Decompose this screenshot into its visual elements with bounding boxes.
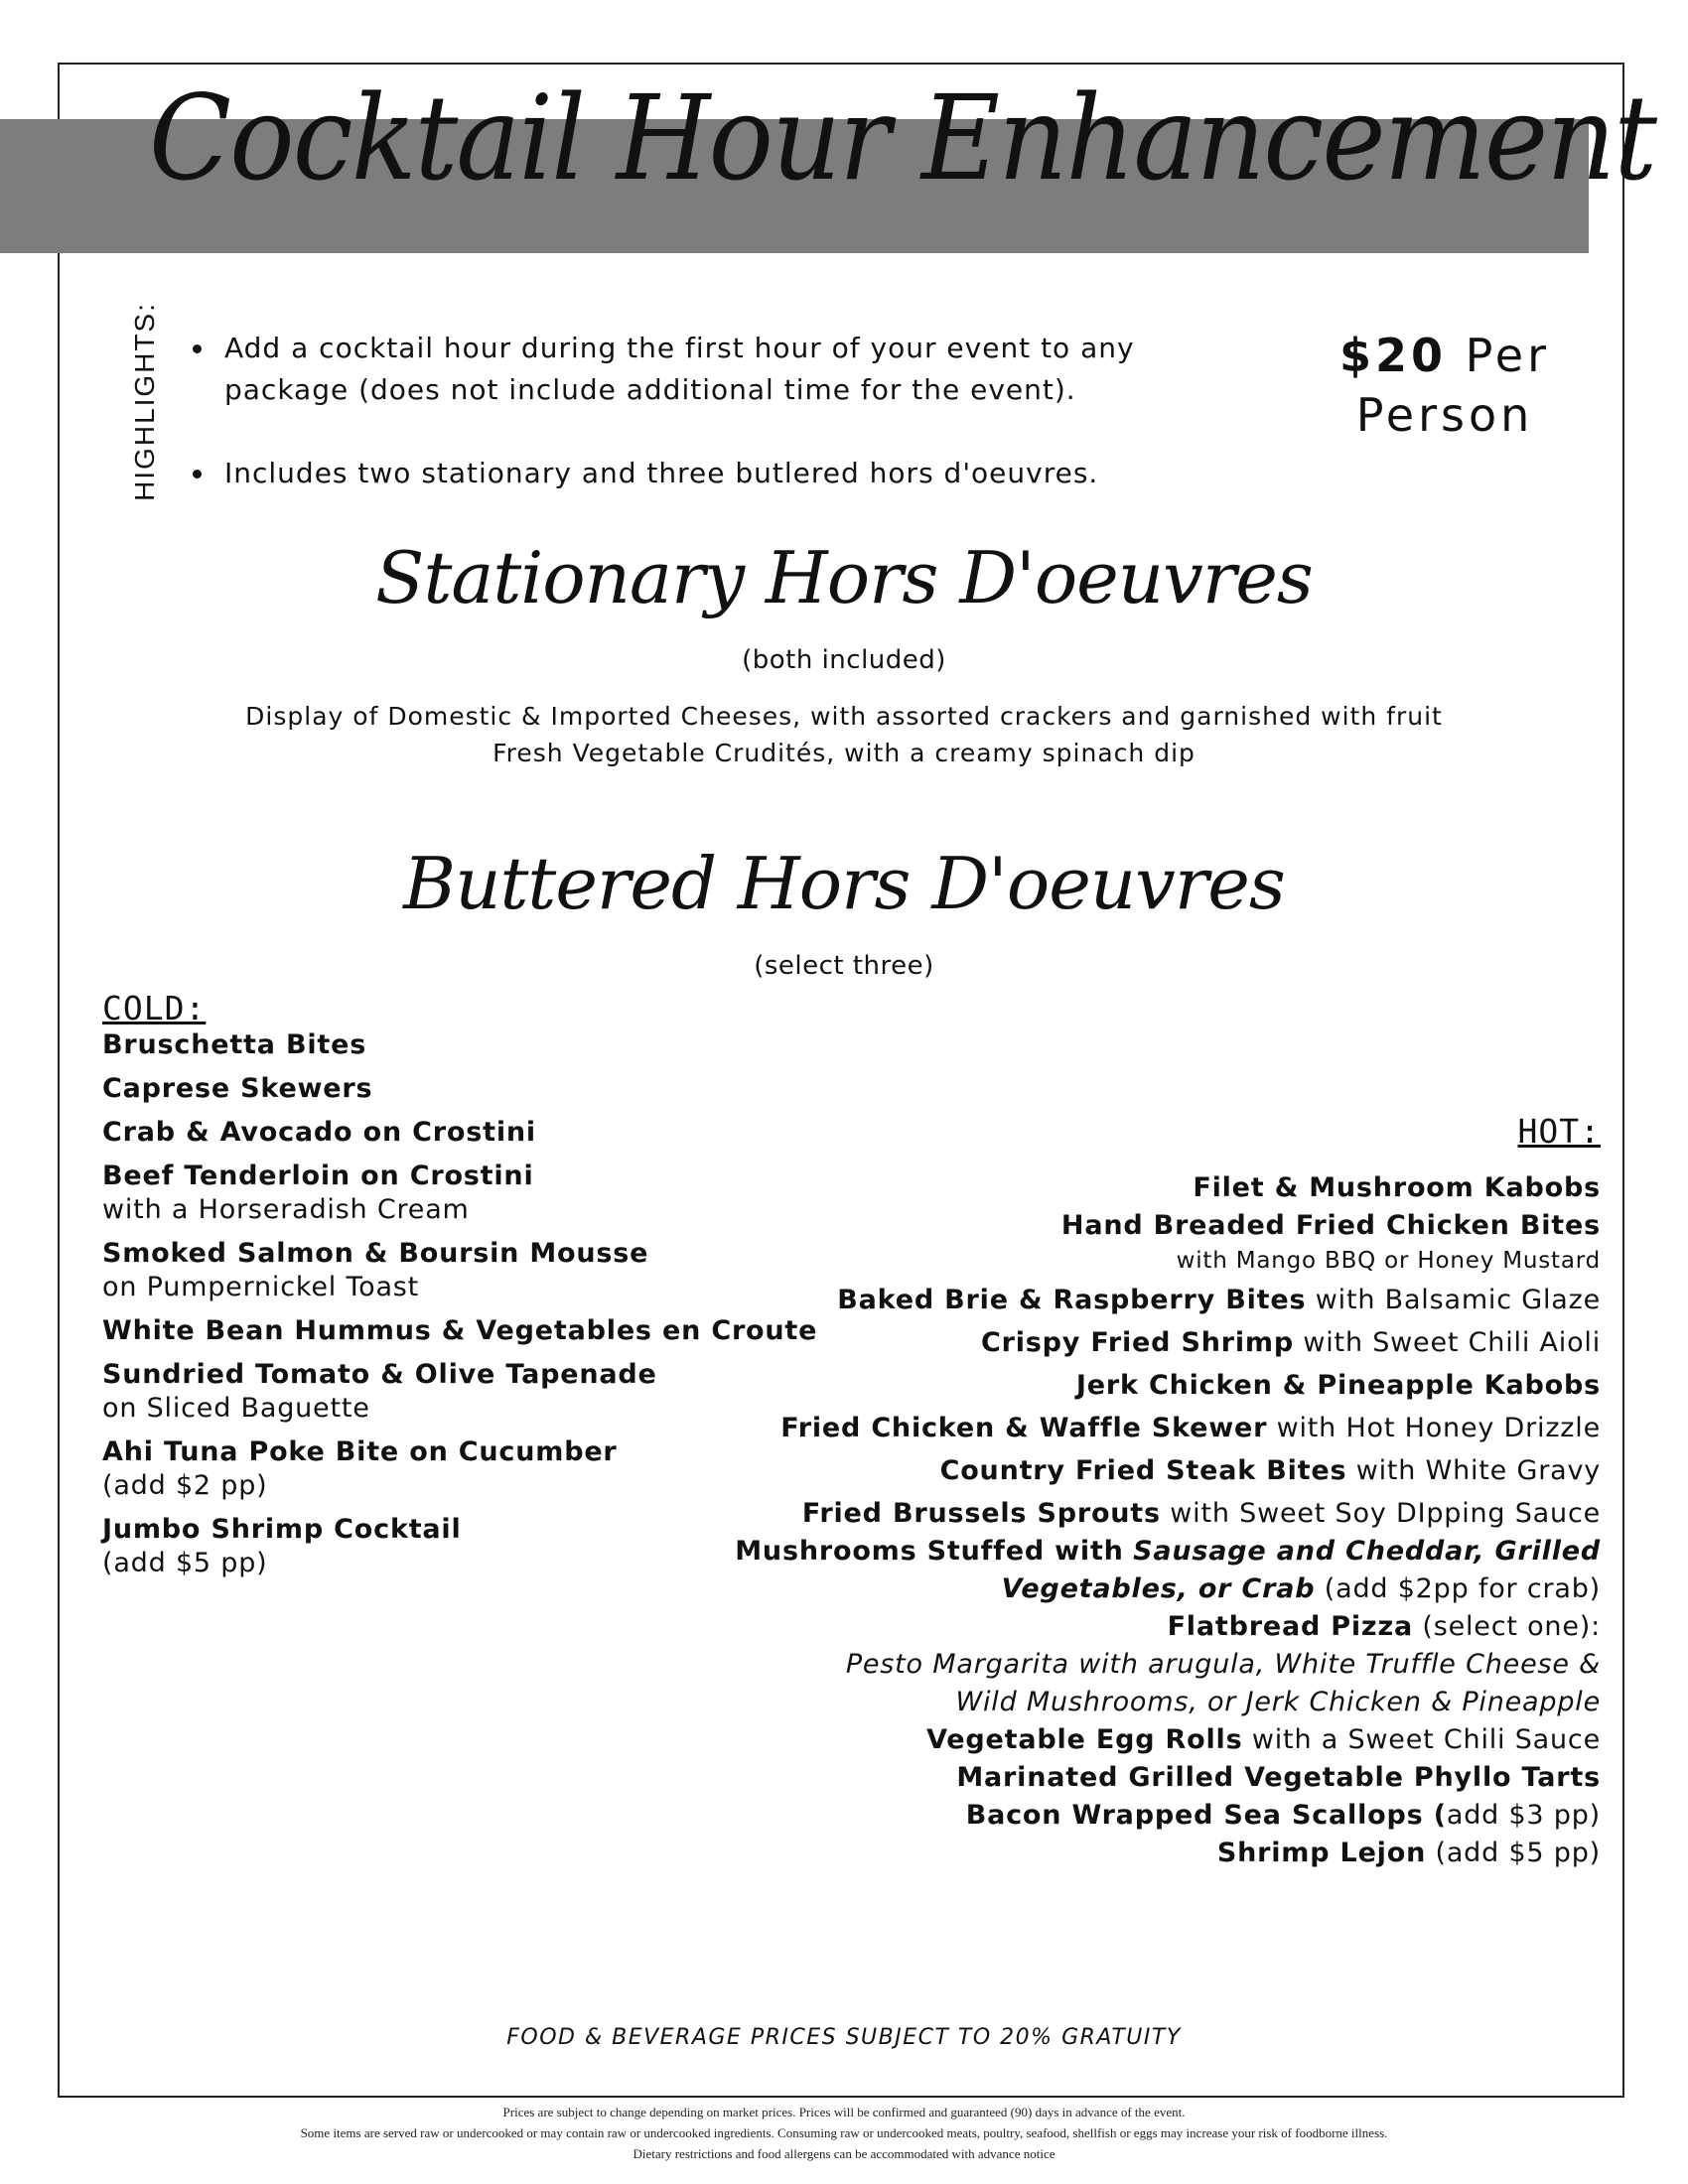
stationary-note: (both included): [742, 645, 946, 675]
hot-item-name: Country Fried Steak Bites: [939, 1455, 1347, 1486]
cold-item: [102, 1116, 857, 1150]
cold-item-name: Caprese Skewers: [102, 1073, 373, 1104]
stationary-list: [0, 698, 1688, 771]
cold-item-detail: on Pumpernickel Toast: [102, 1272, 420, 1302]
highlights-label: HIGHLIGHTS:: [129, 302, 160, 501]
highlight-item: Includes two stationary and three butlered hors d'oeuvres.: [191, 453, 1243, 494]
hot-list: [608, 1169, 1601, 1872]
price-block: [1281, 326, 1609, 445]
footer-disclaimer: [0, 2102, 1688, 2164]
hot-item-name: Baked Brie & Raspberry Bites: [837, 1285, 1307, 1315]
hot-item-option: [608, 1646, 1601, 1684]
cold-item: [102, 1028, 857, 1062]
hot-item-name: Hand Breaded Fried Chicken Bites: [1060, 1210, 1601, 1241]
cold-item: [102, 1072, 857, 1106]
highlight-item: Add a cocktail hour during the first hour of your event to any package (does not include additional time for the event).: [191, 328, 1243, 411]
hot-heading: HOT:: [1517, 1112, 1601, 1151]
hot-item-option: [608, 1684, 1601, 1721]
butlered-note: (select three): [754, 951, 934, 981]
cold-item-name: Smoked Salmon & Boursin Mousse: [102, 1238, 649, 1269]
hot-item-name: Fried Chicken & Waffle Skewer: [780, 1413, 1268, 1443]
butlered-title: Buttered Hors D'oeuvres: [403, 842, 1285, 925]
cold-item-detail: with a Horseradish Cream: [102, 1194, 470, 1225]
hot-item-name: Filet & Mushroom Kabobs: [1193, 1172, 1601, 1203]
hot-item: [608, 1570, 1601, 1608]
cold-item-name: Ahi Tuna Poke Bite on Cucumber: [102, 1436, 618, 1467]
hot-item-option: Sausage and Cheddar, Grilled: [1133, 1536, 1601, 1567]
footer-line: Prices are subject to change depending on market prices. Prices will be confirmed and guaranteed (90) days in advance of the event.: [502, 2105, 1186, 2119]
cold-item-detail: (add $5 pp): [102, 1548, 268, 1578]
stationary-title: Stationary Hors D'oeuvres: [375, 536, 1313, 619]
hot-item-name: Fried Brussels Sprouts: [801, 1498, 1161, 1529]
hot-item: [608, 1367, 1601, 1405]
hot-item: [608, 1207, 1601, 1245]
cold-item-name: White Bean Hummus & Vegetables en Croute: [102, 1315, 818, 1346]
hot-item-name: Vegetable Egg Rolls: [926, 1724, 1243, 1755]
hot-item-detail: (select one):: [1422, 1611, 1601, 1642]
hot-item: [608, 1835, 1601, 1872]
hot-item-name: Marinated Grilled Vegetable Phyllo Tarts: [956, 1762, 1601, 1793]
hot-item-detail: (add $2pp for crab): [1324, 1573, 1601, 1604]
hot-item-name: Bacon Wrapped Sea Scallops (: [965, 1800, 1447, 1831]
hot-item: [608, 1169, 1601, 1207]
page-title: Cocktail Hour Enhancement: [149, 69, 1656, 206]
hot-item-detail: with Balsamic Glaze: [1315, 1285, 1601, 1315]
cold-item-name: Sundried Tomato & Olive Tapenade: [102, 1359, 657, 1390]
footer-line: Some items are served raw or undercooked or may contain raw or undercooked ingredients. Consuming raw or undercooked meats, poultry, seafood, shellfish or eggs may increase your risk of foodborne illness.: [300, 2125, 1388, 2140]
footer-line: Dietary restrictions and food allergens can be accommodated with advance notice: [633, 2146, 1055, 2161]
cold-heading: COLD:: [102, 989, 207, 1027]
hot-item: [608, 1759, 1601, 1797]
hot-item-name: Flatbread Pizza: [1167, 1611, 1413, 1642]
hot-item-detail: with White Gravy: [1355, 1455, 1601, 1486]
hot-item-detail: with Sweet Soy DIpping Sauce: [1170, 1498, 1601, 1529]
hot-item: [608, 1721, 1601, 1759]
hot-item-option-text: Wild Mushrooms, or Jerk Chicken & Pineapple: [955, 1687, 1601, 1717]
hot-item: [608, 1608, 1601, 1646]
price-label-line1: Per: [1465, 329, 1550, 382]
hot-item-detail: add $3 pp): [1446, 1800, 1601, 1831]
hot-item-detail: with Sweet Chili Aioli: [1303, 1327, 1601, 1358]
hot-item-detail: with a Sweet Chili Sauce: [1251, 1724, 1601, 1755]
hot-item: [608, 1797, 1601, 1835]
cold-item-name: Bruschetta Bites: [102, 1029, 367, 1060]
price-label-line2: Person: [1355, 388, 1534, 442]
hot-item-option-text: Pesto Margarita with arugula, White Truffle Cheese &: [845, 1649, 1601, 1680]
stationary-item: Fresh Vegetable Crudités, with a creamy spinach dip: [492, 739, 1196, 767]
cold-item-name: Crab & Avocado on Crostini: [102, 1117, 536, 1148]
hot-item-option: Vegetables, or Crab: [1001, 1573, 1316, 1604]
hot-item: [608, 1452, 1601, 1490]
hot-item-detail: (add $5 pp): [1435, 1838, 1601, 1868]
hot-item-detail: with Hot Honey Drizzle: [1276, 1413, 1601, 1443]
hot-item: [608, 1495, 1601, 1533]
cold-item-detail: on Sliced Baguette: [102, 1393, 370, 1424]
hot-item: [608, 1533, 1601, 1570]
hot-item-name: Crispy Fried Shrimp: [980, 1327, 1294, 1358]
cold-item-name: Beef Tenderloin on Crostini: [102, 1160, 534, 1191]
cold-item-name: Jumbo Shrimp Cocktail: [102, 1514, 462, 1545]
hot-item: [608, 1410, 1601, 1447]
gratuity-note: FOOD & BEVERAGE PRICES SUBJECT TO 20% GRATUITY: [506, 2025, 1182, 2050]
hot-item: [608, 1324, 1601, 1362]
hot-item: [608, 1282, 1601, 1319]
hot-item-name: Jerk Chicken & Pineapple Kabobs: [1075, 1370, 1601, 1401]
hot-item-detail: with Mango BBQ or Honey Mustard: [1176, 1248, 1601, 1274]
price-amount: $20: [1339, 329, 1448, 382]
highlights-list: [191, 328, 1243, 536]
stationary-item: Display of Domestic & Imported Cheeses, with assorted crackers and garnished with fruit: [245, 702, 1443, 731]
hot-item-name: Shrimp Lejon: [1216, 1838, 1427, 1868]
cold-item-detail: (add $2 pp): [102, 1470, 268, 1501]
hot-item-name: Mushrooms Stuffed with: [735, 1536, 1124, 1567]
